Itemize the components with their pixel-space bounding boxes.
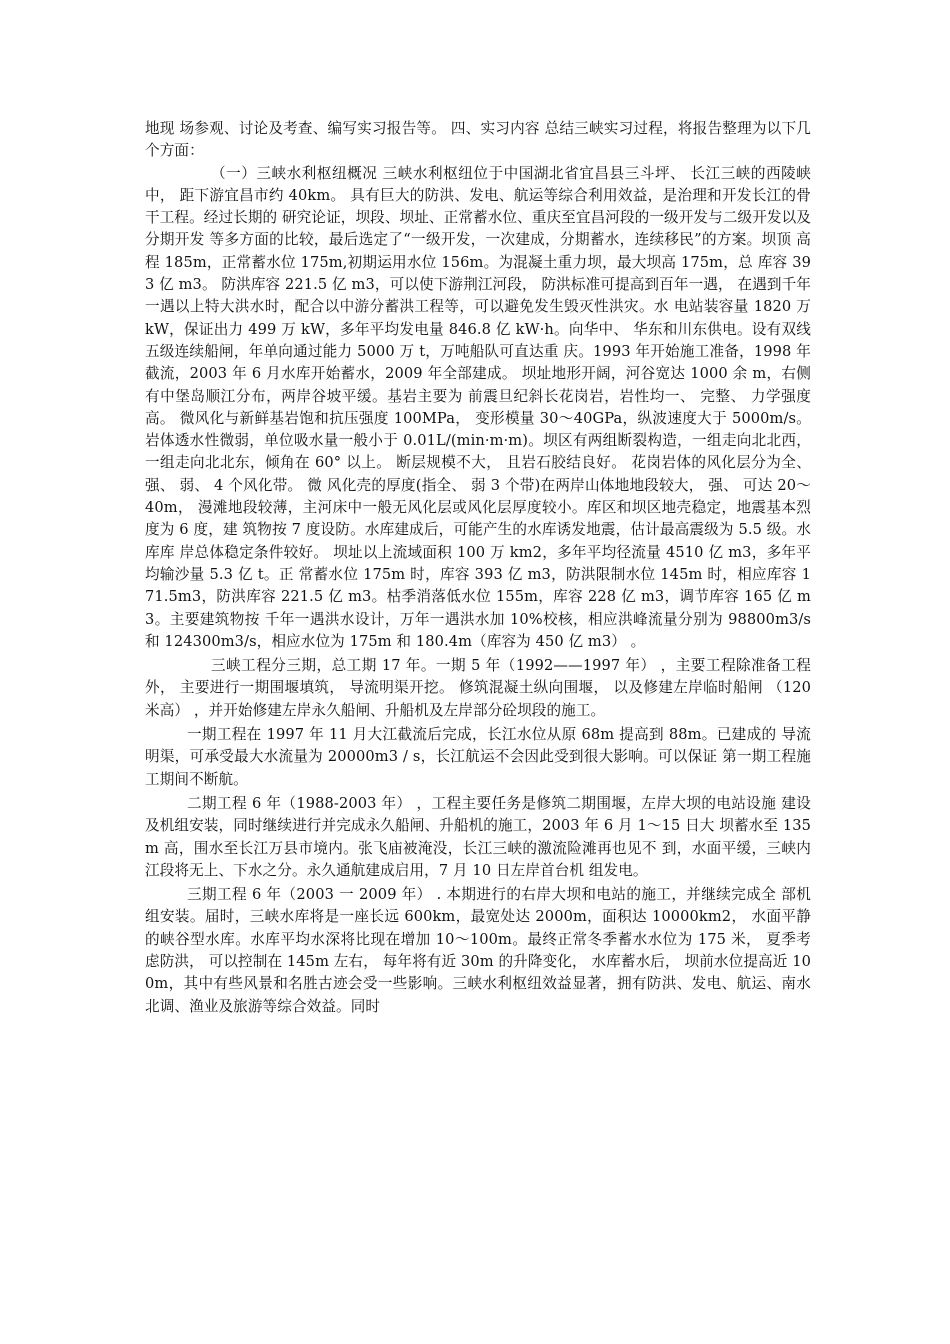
paragraph-overview: （一）三峡水利枢纽概况 三峡水利枢纽位于中国湖北省宜昌县三斗坪、 长江三峡的西陵峡中， 距下游宜昌市约 40km。 具有巨大的防洪、发电、航运等综合利用效益，是治理和开发长江的骨干工程。经过长期的 研究论证，坝段、坝址、正常蓄水位、重庆至宜昌河段的一级开发与二级开发以及分期开发 等多方面的比较，最后选定了“一级开发，一次建成，分期蓄水，连续移民”的方案。坝顶 高程 185m，正常蓄水位 175m,初期运用水位 156m。为混凝土重力坝，最大坝高 175m，总 库容 393 亿 m3。 防洪库容 221.5 亿 m3，可以使下游荆江河段， 防洪标准可提高到百年一遇， 在遇到千年一遇以上特大洪水时，配合以中游分蓄洪工程等，可以避免发生毁灭性洪灾。水 电站装容量 1820 万 kW，保证出力 499 万 kW，多年平均发电量 846.8 亿 kW·h。向华中、 华东和川东供电。设有双线五级连续船闸，年单向通过能力 5000 万 t，万吨船队可直达重 庆。1993 年开始施工准备，1998 年截流，2003 年 6 月水库开始蓄水，2009 年全部建成。 坝址地形开阔，河谷宽达 1000 余 m，右侧有中堡岛顺江分布，两岸谷坡平缓。基岩主要为 前震旦纪斜长花岗岩，岩性均一、 完整、 力学强度高。 微风化与新鲜基岩饱和抗压强度 100MPa， 变形模量 30～40GPa，纵波速度大于 5000m/s。岩体透水性微弱，单位吸水量一般小于 0.01L/(min·m·m)。坝区有两组断裂构造，一组走向北北西，一组走向北北东，倾角在 60° 以上。 断层规模不大， 且岩石胶结良好。 花岗岩体的风化层分为全、 强、 弱、 4 个风化带。 微 风化壳的厚度(指全、 弱 3 个带)在两岸山体地地段较大， 强、 可达 20～40m， 漫滩地段较薄，主河床中一般无风化层或风化层厚度较小。库区和坝区地壳稳定，地震基本烈度为 6 度，建 筑物按 7 度设防。水库建成后，可能产生的水库诱发地震，估计最高震级为 5.5 级。水库库 岸总体稳定条件较好。 坝址以上流域面积 100 万 km2，多年平均径流量 4510 亿 m3，多年平均输沙量 5.3 亿 t。正 常蓄水位 175m 时，库容 393 亿 m3，防洪限制水位 145m 时，相应库容 171.5m3，防洪库容 221.5 亿 m3。枯季消落低水位 155m，库容 228 亿 m3，调节库容 165 亿 m3。主要建筑物按 千年一遇洪水设计，万年一遇洪水加 10%校核，相应洪峰流量分别为 98800m3/s 和 124300m3/s，相应水位为 175m 和 180.4m（库容为 450 亿 m3） 。 [145, 164, 811, 650]
paragraph-phase-one: 一期工程在 1997 年 11 月大江截流后完成，长江水位从原 68m 提高到 88m。已建成的 导流明渠，可承受最大水流量为 20000m3 / s，长江航运不会因此受到很大影响。可以保证 第一期工程施工期间不断航。 [145, 726, 811, 788]
paragraph-phase-two: 二期工程 6 年（1988-2003 年） ，工程主要任务是修筑二期围堰，左岸大坝的电站设施 建设及机组安装，同时继续进行并完成永久船闸、升船机的施工，2003 年 6 月 1～15 日大 坝蓄水至 135m 高，围水至长江万县市境内。张飞庙被淹没，长江三峡的激流险滩再也见不 到，水面平缓，三峡内江段将无上、下水之分。永久通航建成启用，7 月 10 日左岸首台机 组发电。 [145, 794, 811, 879]
paragraph-intro: 地现 场参观、讨论及考查、编写实习报告等。 四、实习内容 总结三峡实习过程，将报告整理为以下几个方面： [145, 120, 811, 160]
paragraph-phases: 三峡工程分三期，总工期 17 年。一期 5 年（1992——1997 年） ，主要工程除准备工程外， 主要进行一期围堰填筑， 导流明渠开挖。 修筑混凝土纵向围堰， 以及修建左岸临时船闸 （120 米高） ，并开始修建左岸永久船闸、升船机及左岸部分砼坝段的施工。 [145, 657, 811, 719]
document-page [145, 118, 811, 1018]
paragraph-phase-three: 三期工程 6 年（2003 一 2009 年） . 本期进行的右岸大坝和电站的施工，并继续完成全 部机组安装。届时，三峡水库将是一座长远 600km，最宽处达 2000m，面积达 10000km2， 水面平静的峡谷型水库。水库平均水深将比现在增加 10～100m。最终正常冬季蓄水水位为 175 米， 夏季考虑防洪， 可以控制在 145m 左右， 每年将有近 30m 的升降变化， 水库蓄水后， 坝前水位提高近 100m，其中有些风景和名胜古迹会受一些影响。三峡水利枢纽效益显著，拥有防洪、发电、航运、南水北调、渔业及旅游等综合效益。同时 [145, 886, 811, 1015]
